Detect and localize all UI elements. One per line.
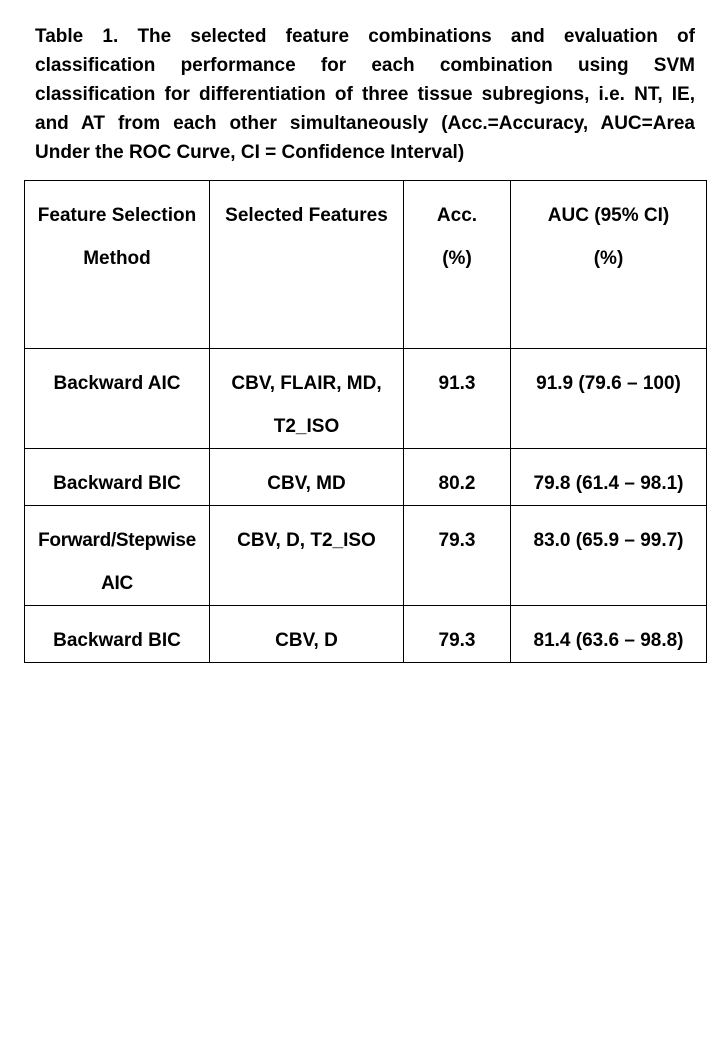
results-table	[24, 180, 707, 663]
table-row	[25, 449, 707, 506]
cell-auc: 79.8 (61.4 – 98.1)	[511, 449, 707, 506]
cell-method: Backward AIC	[25, 349, 210, 449]
header-accuracy: Acc. (%)	[404, 181, 511, 349]
header-selected-features: Selected Features	[210, 181, 404, 349]
cell-accuracy: 80.2	[404, 449, 511, 506]
cell-auc: 91.9 (79.6 – 100)	[511, 349, 707, 449]
table-row	[25, 606, 707, 663]
cell-method: Forward/Stepwise AIC	[25, 506, 210, 606]
cell-features: CBV, FLAIR, MD, T2_ISO	[210, 349, 404, 449]
cell-method: Backward BIC	[25, 449, 210, 506]
cell-features: CBV, D	[210, 606, 404, 663]
cell-accuracy: 79.3	[404, 506, 511, 606]
cell-auc: 83.0 (65.9 – 99.7)	[511, 506, 707, 606]
table-row	[25, 506, 707, 606]
cell-method: Backward BIC	[25, 606, 210, 663]
cell-features: CBV, D, T2_ISO	[210, 506, 404, 606]
header-auc: AUC (95% CI) (%)	[511, 181, 707, 349]
cell-accuracy: 79.3	[404, 606, 511, 663]
cell-accuracy: 91.3	[404, 349, 511, 449]
table-row	[25, 349, 707, 449]
header-feature-selection-method: Feature Selection Method	[25, 181, 210, 349]
table-header-row	[25, 181, 707, 349]
cell-auc: 81.4 (63.6 – 98.8)	[511, 606, 707, 663]
cell-features: CBV, MD	[210, 449, 404, 506]
table-caption: Table 1. The selected feature combinations and evaluation of classification performance for each combination using SVM classification for differentiation of three tissue subregions, i.e. NT, IE, and AT from each other simultaneously (Acc.=Accuracy, AUC=Area Under the ROC Curve, CI = Confidence Interval)	[35, 26, 695, 163]
